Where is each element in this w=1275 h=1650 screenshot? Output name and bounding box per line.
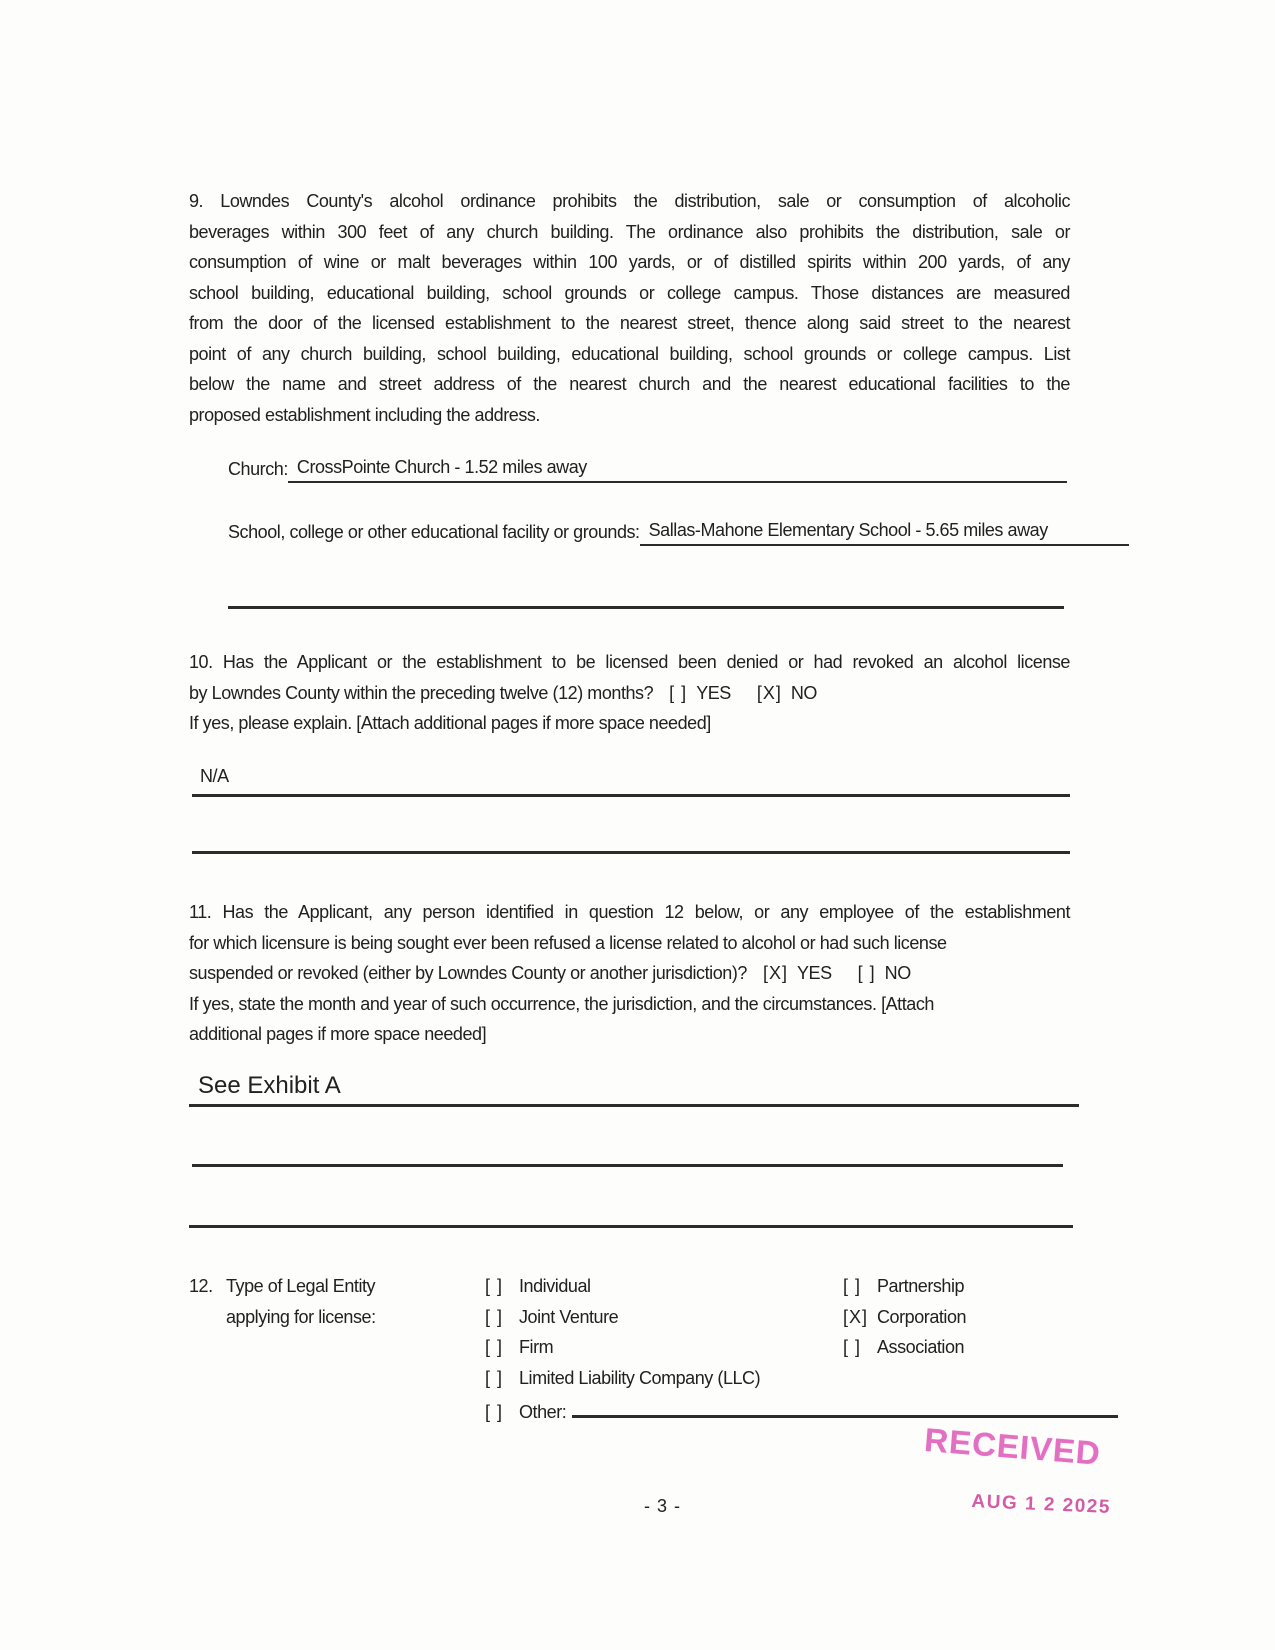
q11-line: for which licensure is being sought ever been refused a license related to alcohol or had such license [189,932,947,953]
q12-number: 12. [189,1276,213,1296]
corporation-checkbox[interactable]: [X] [843,1306,869,1327]
school-answer-blank-line[interactable] [228,606,1064,609]
q10-prompt: by Lowndes County within the preceding twelve (12) months? [189,682,654,703]
question-9-paragraph [189,186,1070,430]
q10-answer-field[interactable] [192,766,1070,797]
q10-line: 10. Has the Applicant or the establishment to be licensed been denied or had revoked an alcohol license [189,652,1070,672]
q10-no-label: NO [790,682,817,703]
q9-line: from the door of the licensed establishment to the nearest street, thence along said street to the nearest [189,313,1070,333]
q11-no-checkbox[interactable]: [ ] [857,963,876,983]
option-other[interactable] [485,1393,1118,1424]
other-answer-field[interactable] [572,1393,1118,1418]
q11-answer-text: See Exhibit A [198,1072,341,1099]
question-11 [189,897,1070,1050]
option-corporation[interactable] [843,1302,1103,1333]
school-label: School, college or other educational facility or grounds: [228,522,640,542]
association-label: Association [877,1337,965,1357]
association-checkbox[interactable]: [ ] [843,1337,862,1357]
partnership-checkbox[interactable]: [ ] [843,1276,862,1296]
q10-yes-checkbox[interactable]: [ ] [669,682,688,703]
school-row [228,520,1129,546]
q9-line: beverages within 300 feet of any church building. The ordinance also prohibits the distribution, sale or [189,221,1070,242]
q9-line: 9. Lowndes County's alcohol ordinance prohibits the distribution, sale or consumption of alcoholic [189,191,1070,211]
q9-line: school building, educational building, school grounds or college campus. Those distances are measured [189,282,1070,303]
question-12-label [189,1271,376,1332]
received-date-stamp: AUG 1 2 2025 [971,1491,1112,1519]
q11-answer-field[interactable] [189,1072,1079,1107]
received-stamp: RECEIVED [923,1421,1103,1472]
q9-line: below the name and street address of the nearest church and the nearest educational facilities to the [189,374,1070,394]
partnership-label: Partnership [877,1276,965,1296]
q11-yes-label: YES [796,963,832,983]
page-number: - 3 - [644,1496,682,1516]
q11-answer-blank-line[interactable] [192,1164,1063,1167]
q10-yes-label: YES [696,682,731,703]
q11-prompt: suspended or revoked (either by Lowndes County or another jurisdiction)? [189,963,747,983]
option-llc[interactable] [485,1363,1118,1394]
individual-checkbox[interactable]: [ ] [485,1276,504,1296]
school-answer-field[interactable]: Sallas-Mahone Elementary School - 5.65 miles away [640,520,1129,546]
individual-label: Individual [519,1276,591,1296]
llc-label: Limited Liability Company (LLC) [519,1367,761,1388]
church-answer-field[interactable]: CrossPointe Church - 1.52 miles away [288,457,1067,483]
firm-checkbox[interactable]: [ ] [485,1337,504,1357]
q10-answer-blank-line[interactable] [192,851,1070,854]
q12-entity-options-column-b [843,1271,1103,1363]
option-partnership[interactable] [843,1271,1103,1302]
q10-line: If yes, please explain. [Attach additional pages if more space needed] [189,713,711,733]
llc-checkbox[interactable]: [ ] [485,1367,504,1388]
q9-line: proposed establishment including the address. [189,404,540,425]
option-association[interactable] [843,1332,1103,1363]
q11-yesno-line [189,958,1070,989]
q12-label-line2: applying for license: [226,1306,376,1327]
corporation-label: Corporation [877,1306,967,1327]
q9-line: consumption of wine or malt beverages within 100 yards, or of distilled spirits within 200 yards, of any [189,252,1070,272]
question-10 [189,647,1070,739]
q10-yesno-line [189,678,1070,709]
q11-line: additional pages if more space needed] [189,1024,487,1044]
church-label: Church: [228,459,288,479]
q10-no-checkbox[interactable]: [X] [756,682,782,703]
church-row [228,457,1067,483]
joint-venture-label: Joint Venture [519,1306,619,1327]
q10-answer-text: N/A [200,766,229,786]
q12-label-line1: Type of Legal Entity [226,1276,376,1296]
q11-line: If yes, state the month and year of such occurrence, the jurisdiction, and the circumstances. [Attach [189,993,934,1014]
q11-line: 11. Has the Applicant, any person identified in question 12 below, or any employee of the establishment [189,902,1070,922]
q11-answer-blank-line[interactable] [189,1225,1073,1228]
firm-label: Firm [519,1337,554,1357]
other-label: Other: [519,1402,567,1422]
q11-no-label: NO [884,963,911,983]
other-checkbox[interactable]: [ ] [485,1402,504,1422]
joint-venture-checkbox[interactable]: [ ] [485,1306,504,1327]
q9-line: point of any church building, school building, educational building, school grounds or college campus. List [189,343,1070,364]
q11-yes-checkbox[interactable]: [X] [762,963,788,983]
